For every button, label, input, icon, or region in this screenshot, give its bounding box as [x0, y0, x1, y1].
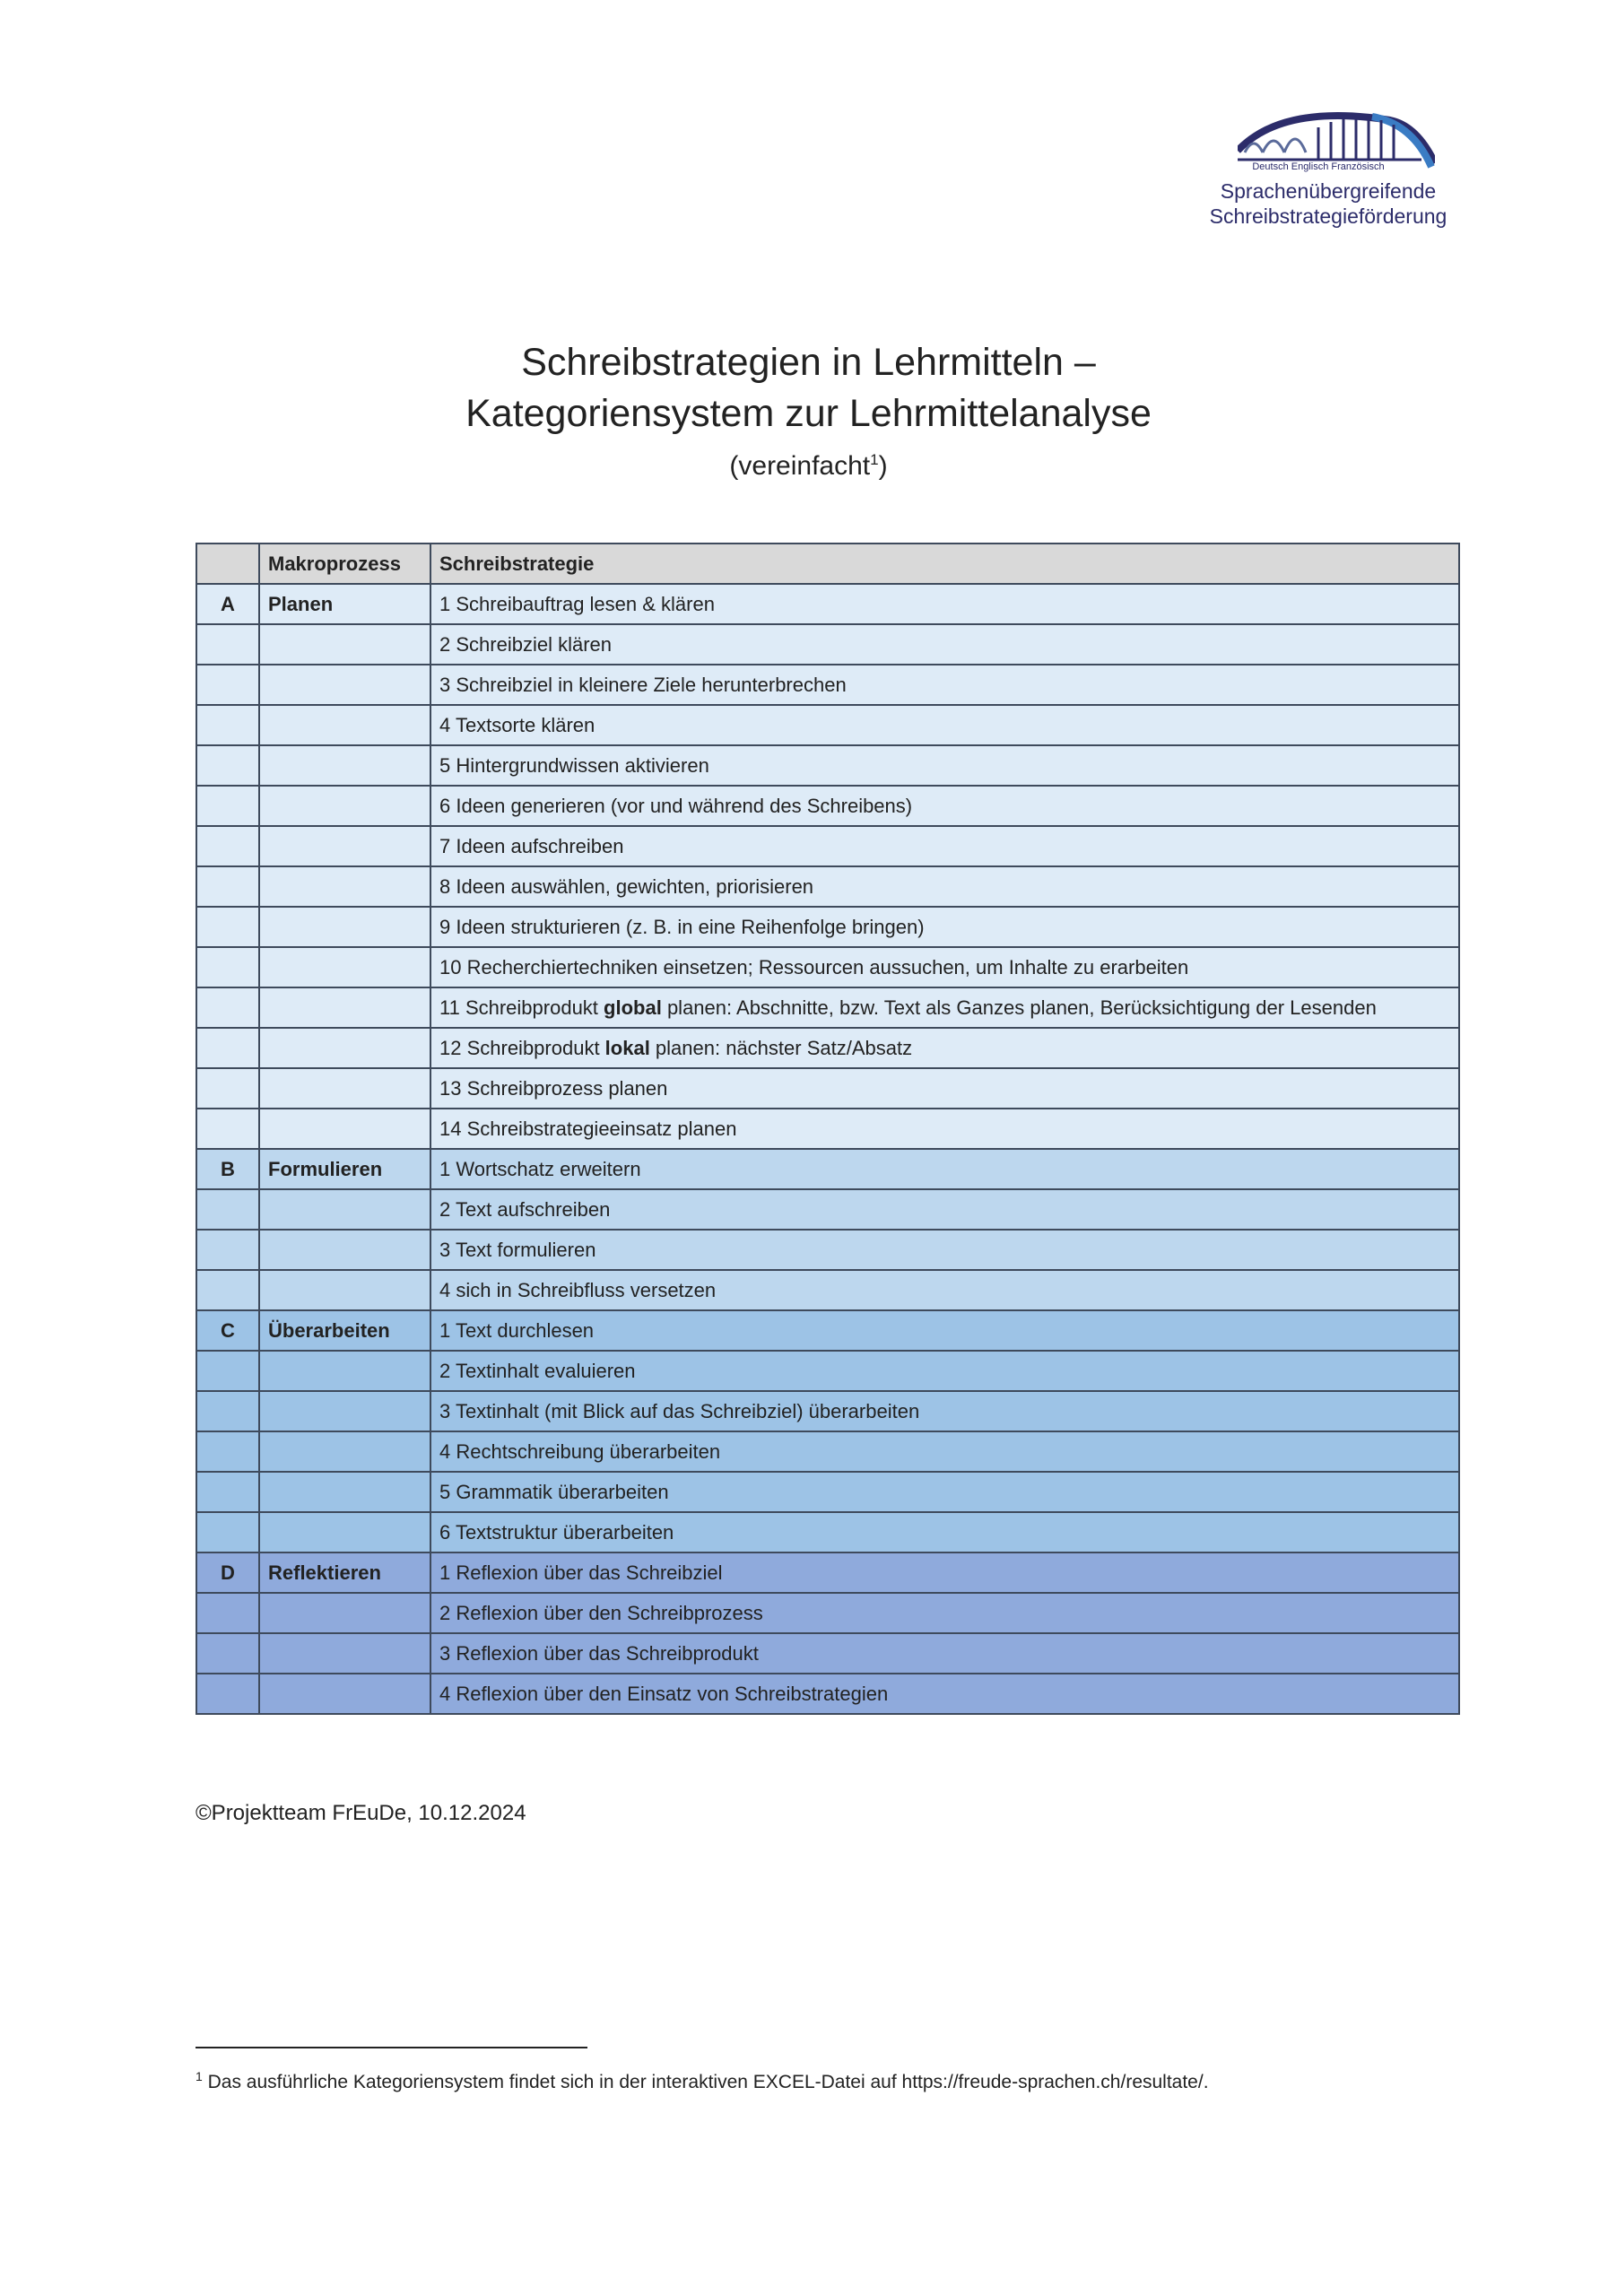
subtitle-text: (vereinfacht	[729, 451, 871, 481]
strategy-text: 2 Reflexion über den Schreibprozess	[439, 1601, 763, 1624]
project-logo	[1184, 108, 1471, 233]
table-row	[196, 826, 1459, 866]
group-letter-cell	[196, 1230, 259, 1270]
makroprozess-cell	[259, 1189, 430, 1230]
strategy-text: 4 Reflexion über den Einsatz von Schreibstrategien	[439, 1682, 889, 1705]
group-letter-cell: A	[196, 584, 259, 624]
strategy-text: 13 Schreibprozess planen	[439, 1076, 668, 1100]
makroprozess-cell	[259, 866, 430, 907]
makroprozess-cell	[259, 1391, 430, 1431]
logo-text-line2: Schreibstrategieförderung	[1209, 204, 1447, 228]
strategy-text: 9 Ideen strukturieren (z. B. in eine Reihenfolge bringen)	[439, 915, 925, 938]
schreibstrategie-cell	[430, 1149, 1459, 1189]
group-letter-cell	[196, 665, 259, 705]
group-letter-cell	[196, 1028, 259, 1068]
strategy-text-rest: planen: nächster Satz/Absatz	[649, 1036, 913, 1059]
logo-languages: Deutsch Englisch Französisch	[1252, 161, 1385, 172]
strategy-text: 10 Recherchiertechniken einsetzen; Ressourcen aussuchen, um Inhalte zu erarbeiten	[439, 955, 1189, 978]
schreibstrategie-cell	[430, 1431, 1459, 1472]
makroprozess-cell	[259, 1068, 430, 1109]
makroprozess-cell	[259, 907, 430, 947]
table-row	[196, 1633, 1459, 1674]
group-letter-cell	[196, 1674, 259, 1714]
makroprozess-cell	[259, 826, 430, 866]
copyright-note: ©Projektteam FrEuDe, 10.12.2024	[196, 1801, 526, 1825]
table-row	[196, 907, 1459, 947]
table-row	[196, 1230, 1459, 1270]
group-letter-cell	[196, 1431, 259, 1472]
makroprozess-cell	[259, 745, 430, 786]
table-row	[196, 1391, 1459, 1431]
strategy-text: 4 sich in Schreibfluss versetzen	[439, 1278, 717, 1301]
schreibstrategie-cell	[430, 1391, 1459, 1431]
footnote-text: Das ausführliche Kategoriensystem findet sich in der interaktiven EXCEL-Datei auf https://freude-sprachen.ch/resultate/.	[202, 2072, 1209, 2092]
strategy-text: 4 Textsorte klären	[439, 713, 596, 736]
makroprozess-cell: Reflektieren	[259, 1552, 430, 1593]
makroprozess-cell	[259, 1431, 430, 1472]
schreibstrategie-cell	[430, 866, 1459, 907]
group-letter-cell	[196, 947, 259, 987]
header-id	[196, 544, 259, 584]
logo-text-line1: Sprachenübergreifende	[1220, 179, 1437, 203]
footnote	[196, 2069, 1209, 2093]
schreibstrategie-cell	[430, 665, 1459, 705]
strategy-text: 6 Ideen generieren (vor und während des Schreibens)	[439, 794, 913, 817]
table-row	[196, 624, 1459, 665]
table-header-row	[196, 544, 1459, 584]
strategy-text: 4 Rechtschreibung überarbeiten	[439, 1439, 721, 1463]
schreibstrategie-cell	[430, 1593, 1459, 1633]
makroprozess-cell	[259, 1512, 430, 1552]
group-letter-cell	[196, 987, 259, 1028]
strategy-text: 2 Text aufschreiben	[439, 1197, 611, 1221]
schreibstrategie-cell	[430, 1068, 1459, 1109]
strategy-text: 3 Text formulieren	[439, 1238, 596, 1261]
page-subtitle	[0, 451, 1617, 482]
schreibstrategie-cell	[430, 786, 1459, 826]
schreibstrategie-cell	[430, 826, 1459, 866]
footnote-marker: 1	[196, 2069, 203, 2083]
table-row	[196, 1149, 1459, 1189]
schreibstrategie-cell	[430, 1512, 1459, 1552]
table-row	[196, 705, 1459, 745]
subtitle-close: )	[878, 451, 888, 481]
group-letter-cell	[196, 1633, 259, 1674]
makroprozess-cell	[259, 1109, 430, 1149]
strategy-emphasis: lokal	[604, 1036, 650, 1059]
group-letter-cell	[196, 1512, 259, 1552]
group-letter-cell	[196, 786, 259, 826]
footnote-separator	[196, 2047, 587, 2048]
schreibstrategie-cell	[430, 947, 1459, 987]
makroprozess-cell	[259, 1593, 430, 1633]
strategy-text: 5 Hintergrundwissen aktivieren	[439, 753, 709, 777]
strategy-text: 1 Text durchlesen	[439, 1318, 595, 1342]
makroprozess-cell	[259, 705, 430, 745]
strategy-text: 3 Schreibziel in kleinere Ziele herunterbrechen	[439, 673, 847, 696]
strategy-text: 5 Grammatik überarbeiten	[439, 1480, 669, 1503]
group-letter-cell	[196, 745, 259, 786]
schreibstrategie-cell	[430, 1351, 1459, 1391]
schreibstrategie-cell	[430, 1310, 1459, 1351]
table-row	[196, 745, 1459, 786]
group-letter-cell: D	[196, 1552, 259, 1593]
makroprozess-cell	[259, 947, 430, 987]
makroprozess-cell	[259, 1674, 430, 1714]
strategy-text: 1 Schreibauftrag lesen & klären	[439, 592, 715, 615]
table-row	[196, 1310, 1459, 1351]
schreibstrategie-cell	[430, 1552, 1459, 1593]
strategy-text: 8 Ideen auswählen, gewichten, priorisieren	[439, 874, 814, 898]
page-title-line2: Kategoriensystem zur Lehrmittelanalyse	[465, 392, 1152, 435]
table-row	[196, 1512, 1459, 1552]
group-letter-cell	[196, 1593, 259, 1633]
header-schreibstrategie: Schreibstrategie	[430, 544, 1459, 584]
footnote-ref[interactable]: 1	[870, 451, 879, 468]
table-row	[196, 1270, 1459, 1310]
makroprozess-cell: Formulieren	[259, 1149, 430, 1189]
table-row	[196, 786, 1459, 826]
table-row	[196, 1552, 1459, 1593]
group-letter-cell	[196, 624, 259, 665]
schreibstrategie-cell	[430, 705, 1459, 745]
group-letter-cell	[196, 826, 259, 866]
table-row	[196, 1351, 1459, 1391]
strategy-emphasis: global	[604, 996, 662, 1019]
table-row	[196, 1109, 1459, 1149]
makroprozess-cell	[259, 1351, 430, 1391]
schreibstrategie-cell	[430, 1109, 1459, 1149]
category-table-body	[196, 544, 1459, 1714]
makroprozess-cell	[259, 624, 430, 665]
header-makroprozess: Makroprozess	[259, 544, 430, 584]
makroprozess-cell	[259, 1472, 430, 1512]
table-row	[196, 1472, 1459, 1512]
strategy-text: 3 Reflexion über das Schreibprodukt	[439, 1641, 759, 1665]
strategy-text: 1 Reflexion über das Schreibziel	[439, 1561, 723, 1584]
schreibstrategie-cell	[430, 1472, 1459, 1512]
group-letter-cell	[196, 1270, 259, 1310]
schreibstrategie-cell	[430, 624, 1459, 665]
table-row	[196, 1189, 1459, 1230]
makroprozess-cell	[259, 1230, 430, 1270]
strategy-text: 7 Ideen aufschreiben	[439, 834, 624, 857]
schreibstrategie-cell	[430, 1230, 1459, 1270]
page-title-line1: Schreibstrategien in Lehrmitteln –	[521, 341, 1096, 384]
group-letter-cell: C	[196, 1310, 259, 1351]
strategy-text: 11 Schreibprodukt	[439, 996, 604, 1019]
group-letter-cell	[196, 1391, 259, 1431]
strategy-text: 6 Textstruktur überarbeiten	[439, 1520, 674, 1544]
schreibstrategie-cell	[430, 1270, 1459, 1310]
makroprozess-cell	[259, 1270, 430, 1310]
table-row	[196, 987, 1459, 1028]
makroprozess-cell	[259, 987, 430, 1028]
table-row	[196, 1431, 1459, 1472]
table-row	[196, 947, 1459, 987]
makroprozess-cell	[259, 1633, 430, 1674]
strategy-text: 14 Schreibstrategieeinsatz planen	[439, 1117, 737, 1140]
schreibstrategie-cell	[430, 1028, 1459, 1068]
makroprozess-cell	[259, 786, 430, 826]
strategy-text: 12 Schreibprodukt	[439, 1036, 605, 1059]
strategy-text: 2 Textinhalt evaluieren	[439, 1359, 636, 1382]
table-row	[196, 1593, 1459, 1633]
strategy-text: 2 Schreibziel klären	[439, 632, 612, 656]
table-row	[196, 1674, 1459, 1714]
strategy-text: 1 Wortschatz erweitern	[439, 1157, 641, 1180]
makroprozess-cell: Überarbeiten	[259, 1310, 430, 1351]
schreibstrategie-cell	[430, 907, 1459, 947]
makroprozess-cell	[259, 1028, 430, 1068]
group-letter-cell	[196, 1068, 259, 1109]
schreibstrategie-cell	[430, 1189, 1459, 1230]
group-letter-cell	[196, 907, 259, 947]
makroprozess-cell: Planen	[259, 584, 430, 624]
schreibstrategie-cell	[430, 987, 1459, 1028]
group-letter-cell	[196, 1472, 259, 1512]
schreibstrategie-cell	[430, 745, 1459, 786]
group-letter-cell	[196, 1189, 259, 1230]
table-row	[196, 1028, 1459, 1068]
strategy-text-rest: planen: Abschnitte, bzw. Text als Ganzes planen, Berücksichtigung der Lesenden	[661, 996, 1377, 1019]
table-row	[196, 1068, 1459, 1109]
table-row	[196, 665, 1459, 705]
table-row	[196, 866, 1459, 907]
schreibstrategie-cell	[430, 584, 1459, 624]
strategy-text: 3 Textinhalt (mit Blick auf das Schreibziel) überarbeiten	[439, 1399, 920, 1422]
group-letter-cell	[196, 1109, 259, 1149]
schreibstrategie-cell	[430, 1633, 1459, 1674]
group-letter-cell	[196, 705, 259, 745]
makroprozess-cell	[259, 665, 430, 705]
group-letter-cell	[196, 866, 259, 907]
category-table	[196, 543, 1460, 1715]
table-row	[196, 584, 1459, 624]
group-letter-cell	[196, 1351, 259, 1391]
schreibstrategie-cell	[430, 1674, 1459, 1714]
group-letter-cell: B	[196, 1149, 259, 1189]
